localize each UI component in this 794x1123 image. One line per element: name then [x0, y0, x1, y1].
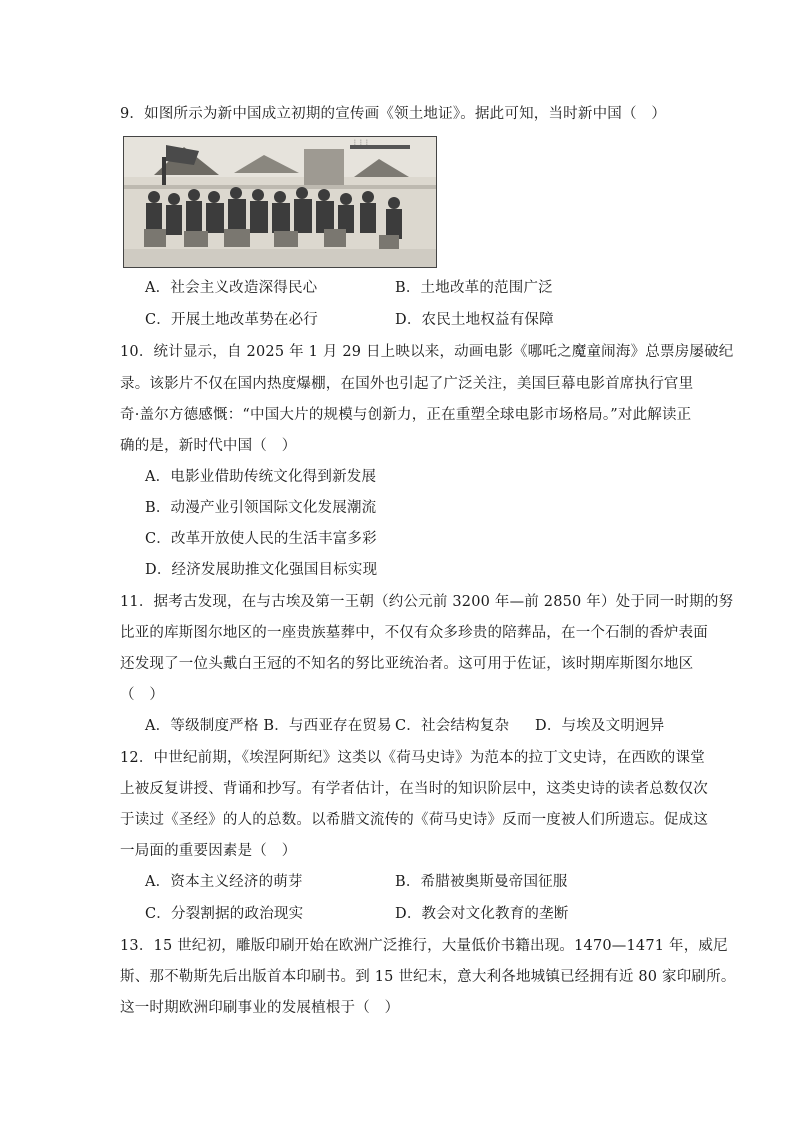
question-12-option-a: A．资本主义经济的萌芽 — [145, 874, 303, 890]
question-12-line-2: 上被反复讲授、背诵和抄写。有学者估计，在当时的知识阶层中，这类史诗的读者总数仅次 — [120, 781, 708, 797]
question-12-option-b: B．希腊被奥斯曼帝国征服 — [395, 874, 568, 890]
question-13-line-1: 13．15 世纪初，雕版印刷开始在欧洲广泛推行，大量低价书籍出现。1470—1471 年，威尼 — [120, 938, 728, 954]
question-13-line-2: 斯、那不勒斯先后出版首本印刷书。到 15 世纪末，意大利各地城镇已经拥有近 80 家印刷所。 — [120, 969, 736, 985]
question-9-option-d: D．农民土地权益有保障 — [395, 312, 554, 328]
question-12-line-3: 于读过《圣经》的人的总数。以希腊文流传的《荷马史诗》反而一度被人们所遗忘。促成这 — [120, 812, 708, 828]
question-10-option-a: A．电影业借助传统文化得到新发展 — [145, 469, 377, 485]
question-11-line-3: 还发现了一位头戴白王冠的不知名的努比亚统治者。这可用于佐证，该时期库斯图尔地区 — [120, 656, 694, 672]
question-10-line-4: 确的是，新时代中国（ ） — [120, 438, 297, 454]
question-10-option-d: D．经济发展助推文化强国目标实现 — [145, 562, 378, 578]
question-12-line-4: 一局面的重要因素是（ ） — [120, 843, 297, 859]
question-10-line-1: 10．统计显示，自 2025 年 1 月 29 日上映以来，动画电影《哪吒之魔童闹海》总票房屡破纪 — [120, 344, 734, 360]
svg-text:⋮⋮⋮: ⋮⋮⋮ — [352, 139, 370, 146]
question-10-option-c: C．改革开放使人民的生活丰富多彩 — [145, 531, 377, 547]
question-9-text: 9．如图所示为新中国成立初期的宣传画《领土地证》。据此可知，当时新中国（ ） — [120, 106, 667, 122]
question-10-option-b: B．动漫产业引领国际文化发展潮流 — [145, 500, 377, 516]
question-10-line-3: 奇·盖尔方德感慨：“中国大片的规模与创新力，正在重塑全球电影市场格局。”对此解读正 — [120, 407, 692, 423]
question-11-option-ab: A．等级制度严格 B．与西亚存在贸易 — [145, 718, 392, 734]
question-11-option-d: D．与埃及文明迥异 — [535, 718, 665, 734]
question-13-line-3: 这一时期欧洲印刷事业的发展植根于（ ） — [120, 1000, 400, 1016]
question-12-option-d: D．教会对文化教育的垄断 — [395, 906, 569, 922]
question-11-line-1: 11．据考古发现，在与古埃及第一王朝（约公元前 3200 年—前 2850 年）处于同一时期的努 — [120, 594, 734, 610]
propaganda-painting-image — [123, 136, 437, 268]
question-12-line-1: 12．中世纪前期，《埃涅阿斯纪》这类以《荷马史诗》为范本的拉丁文史诗，在西欧的课堂 — [120, 750, 705, 766]
question-9-option-b: B．土地改革的范围广泛 — [395, 280, 553, 296]
question-11-line-2: 比亚的库斯图尔地区的一座贵族墓葬中，不仅有众多珍贵的陪葬品，在一个石制的香炉表面 — [120, 625, 708, 641]
question-11-option-c: C．社会结构复杂 — [395, 718, 510, 734]
question-10-line-2: 录。该影片不仅在国内热度爆棚，在国外也引起了广泛关注，美国巨幕电影首席执行官里 — [120, 376, 694, 392]
question-12-option-c: C．分裂割据的政治现实 — [145, 906, 304, 922]
question-9-option-c: C．开展土地改革势在必行 — [145, 312, 318, 328]
question-9-option-a: A．社会主义改造深得民心 — [145, 280, 318, 296]
question-11-line-4: （ ） — [120, 687, 165, 703]
